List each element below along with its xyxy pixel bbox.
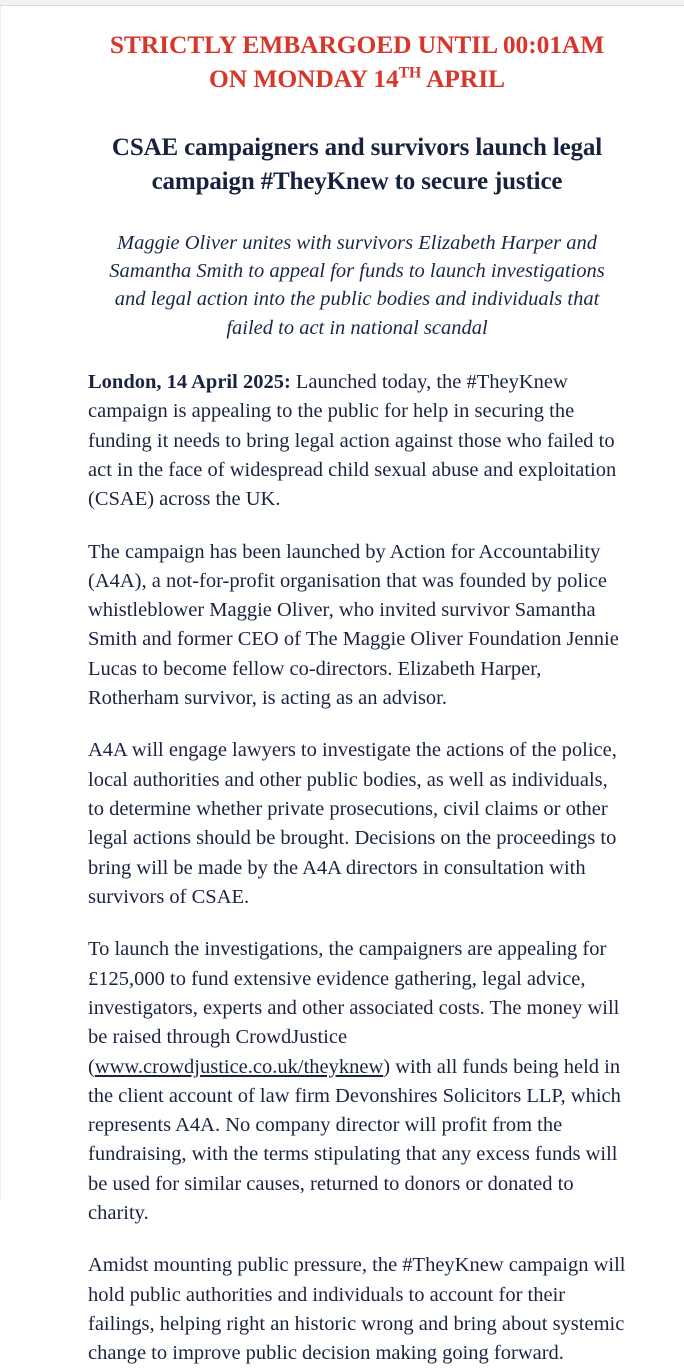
paragraph-4 xyxy=(88,935,626,1228)
embargo-line-1: STRICTLY EMBARGOED UNTIL 00:01AM xyxy=(110,30,604,59)
press-release-page xyxy=(0,28,684,1369)
embargo-notice xyxy=(88,28,626,95)
page-title: CSAE campaigners and survivors launch legal campaign #TheyKnew to secure justice xyxy=(88,131,626,198)
standfirst-subheading: Maggie Oliver unites with survivors Elizabeth Harper and Samantha Smith to appeal for funds to launch investigations and legal action into the public bodies and individuals that failed to act in national scandal xyxy=(88,229,626,342)
paragraph-1-text: Launched today, the #TheyKnew campaign is appealing to the public for help in securing the funding it needs to bring legal action against those who failed to act in the face of widespread child sexual abuse and exploitation (CSAE) across the UK. xyxy=(88,371,616,510)
dateline: London, 14 April 2025: xyxy=(88,371,291,393)
embargo-ordinal-suffix: TH xyxy=(399,64,422,81)
paragraph-4-text-before-link: To launch the investigations, the campaigners are appealing for £125,000 to fund extensive evidence gathering, legal advice, investigators, experts and other associated costs. The money will be raised through CrowdJustice ( xyxy=(88,938,619,1077)
crowdjustice-link[interactable]: www.crowdjustice.co.uk/theyknew xyxy=(95,1056,383,1078)
paragraph-1 xyxy=(88,368,626,515)
screenshot-top-rule xyxy=(0,5,684,6)
paragraph-4-text-after-link: ) with all funds being held in the client account of law firm Devonshires Solicitors LLP, which represents A4A. No company director will profit from the fundraising, with the terms stipulating that any excess funds will be used for similar causes, returned to donors or donated to charity. xyxy=(88,1056,621,1225)
body-copy xyxy=(88,368,626,1369)
paragraph-3: A4A will engage lawyers to investigate the actions of the police, local authorities and other public bodies, as well as individuals, to determine whether private prosecutions, civil claims or other legal actions should be brought. Decisions on the proceedings to bring will be made by the A4A directors in consultation with survivors of CSAE. xyxy=(88,736,626,912)
embargo-line-2-text: ON MONDAY 14 xyxy=(209,64,399,93)
paragraph-5: Amidst mounting public pressure, the #TheyKnew campaign will hold public authorities and individuals to account for their failings, helping right an historic wrong and bring about systemic change to improve public decision making going forward. xyxy=(88,1251,626,1368)
paragraph-2: The campaign has been launched by Action for Accountability (A4A), a not-for-profit organisation that was founded by police whistleblower Maggie Oliver, who invited survivor Samantha Smith and former CEO of The Maggie Oliver Foundation Jennie Lucas to become fellow co-directors. Elizabeth Harper, Rotherham survivor, is acting as an advisor. xyxy=(88,538,626,714)
embargo-line-2-month: APRIL xyxy=(421,64,505,93)
